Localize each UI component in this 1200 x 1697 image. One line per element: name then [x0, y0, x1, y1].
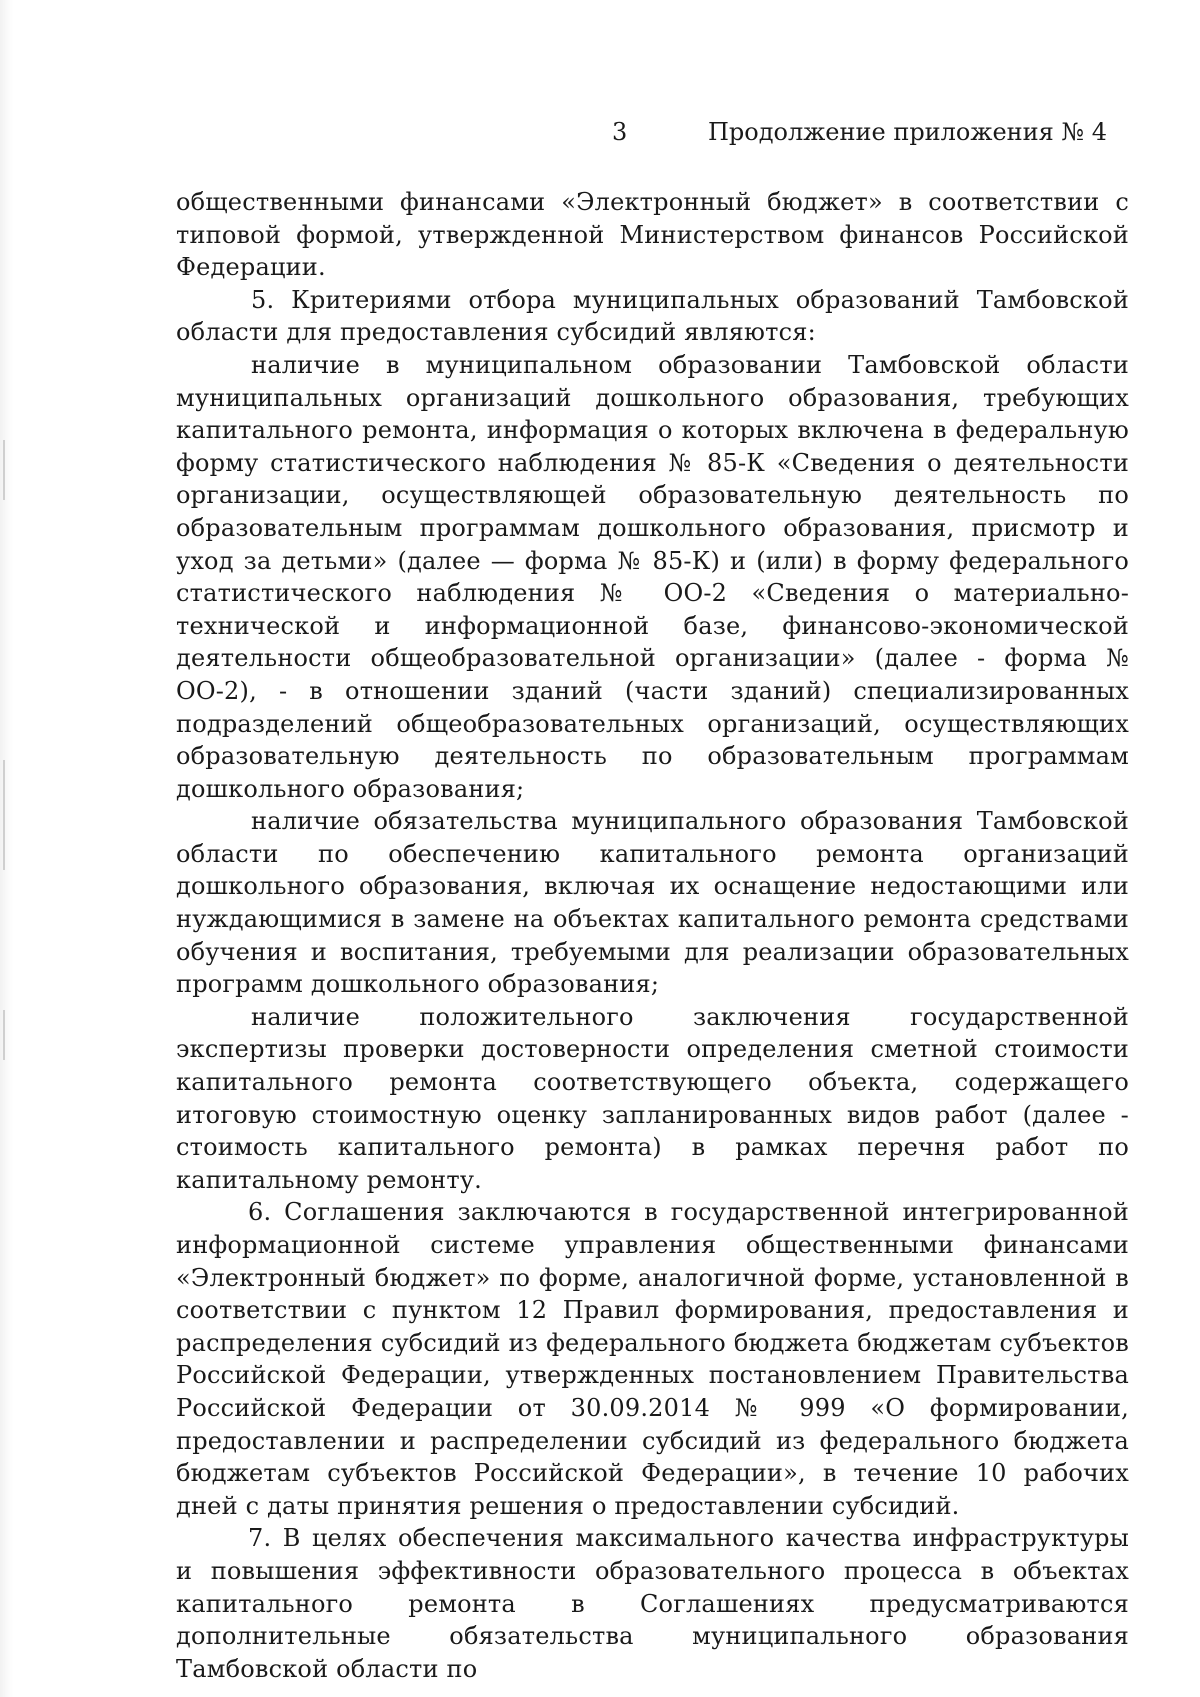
- paragraph-criterion-1: наличие в муниципальном образовании Тамбовской области муниципальных организаций дошкольного образования, требующих капитального ремонта, информация о которых включена в федеральную форму статистического наблюдения № 85-К «Сведения о деятельности организации, осуществляющей образовательную деятельность по образовательным программам дошкольного образования, присмотр и уход за детьми» (далее — форма № 85-К) и (или) в форму федерального статистического наблюдения № ОО-2 «Сведения о материально-технической и информационной базе, финансово-экономической деятельности общеобразовательной организации» (далее - форма № ОО-2), - в отношении зданий (части зданий) специализированных подразделений общеобразовательных организаций, осуществляющих образовательную деятельность по образовательным программам дошкольного образования;: [176, 350, 1129, 803]
- paragraph-item-6: 6. Соглашения заключаются в государственной интегрированной информационной системе управления общественными финансами «Электронный бюджет» по форме, аналогичной форме, установленной в соответствии с пунктом 12 Правил формирования, предоставления и распределения субсидий из федерального бюджета бюджетам субъектов Российской Федерации, утвержденных постановлением Правительства Российской Федерации от 30.09.2014 № 999 «О формировании, предоставлении и распределении субсидий из федерального бюджета бюджетам субъектов Российской Федерации», в течение 10 рабочих дней с даты принятия решения о предоставлении субсидий.: [176, 1198, 1129, 1520]
- page-number: 3: [612, 118, 628, 146]
- scan-mark: [3, 1010, 5, 1060]
- paragraph-item-7: 7. В целях обеспечения максимального качества инфраструктуры и повышения эффективности образовательного процесса в объектах капитального ремонта в Соглашениях предусматриваются дополнительные обязательства муниципального образования Тамбовской области по: [176, 1524, 1129, 1683]
- page-header: [0, 118, 1200, 152]
- scan-mark: [3, 760, 5, 870]
- paragraph-continuation: общественными финансами «Электронный бюджет» в соответствии с типовой формой, утвержденной Министерством финансов Российской Федерации.: [176, 188, 1129, 282]
- scan-edge: [0, 0, 14, 1697]
- paragraph-criterion-3: наличие положительного заключения государственной экспертизы проверки достоверности определения сметной стоимости капитального ремонта соответствующего объекта, содержащего итоговую стоимостную оценку запланированных видов работ (далее - стоимость капитального ремонта) в рамках перечня работ по капитальному ремонту.: [176, 1002, 1129, 1194]
- appendix-continuation-label: Продолжение приложения № 4: [708, 118, 1108, 146]
- scan-mark: [3, 440, 5, 500]
- paragraph-criterion-2: наличие обязательства муниципального образования Тамбовской области по обеспечению капитального ремонта организаций дошкольного образования, включая их оснащение недостающими или нуждающимися в замене на объектах капитального ремонта средствами обучения и воспитания, требуемыми для реализации образовательных программ дошкольного образования;: [176, 807, 1129, 999]
- paragraph-item-5: 5. Критериями отбора муниципальных образований Тамбовской области для предоставления субсидий являются:: [176, 285, 1129, 347]
- document-body: [176, 186, 1129, 1685]
